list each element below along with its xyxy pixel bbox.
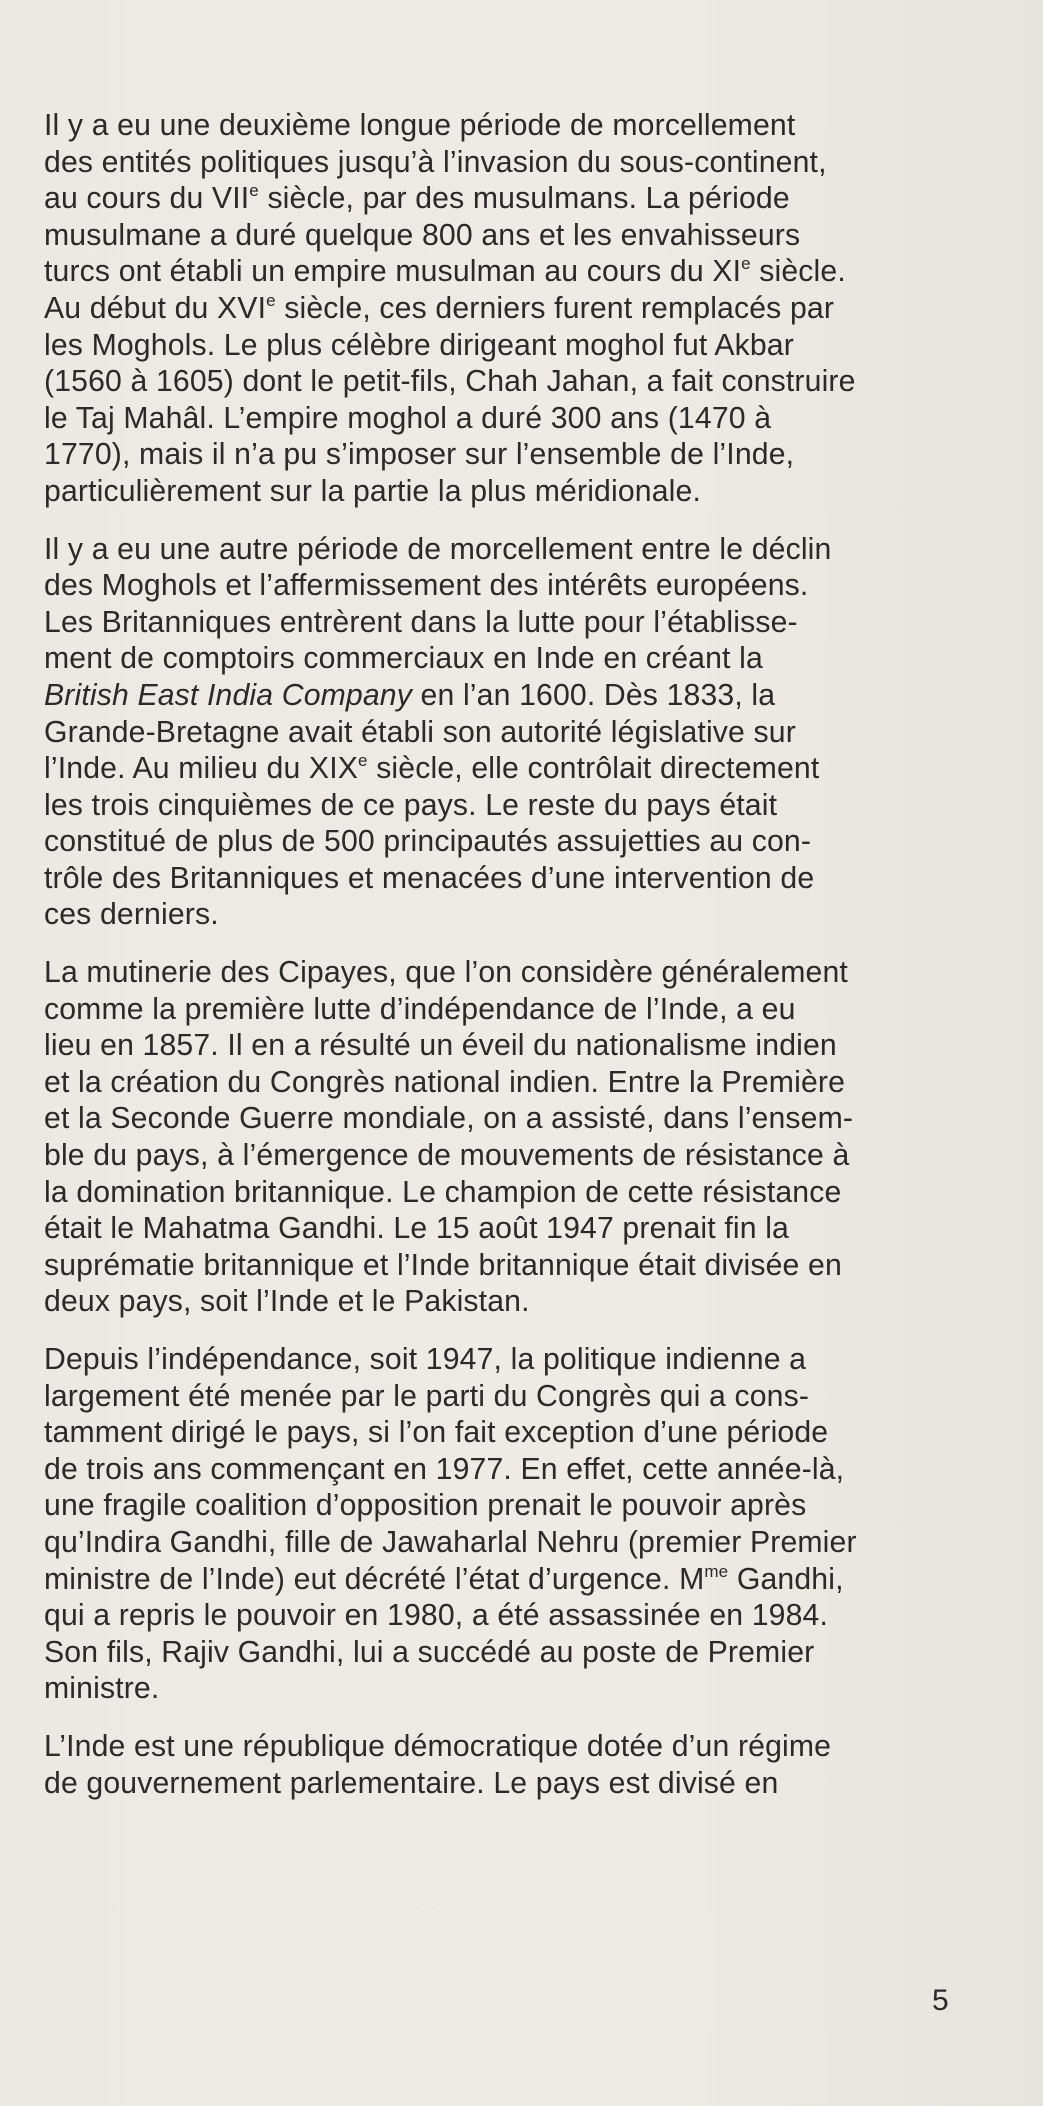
text-line: (1560 à 1605) dont le petit-fils, Chah Jahan, a fait construire: [44, 365, 856, 399]
paragraph-4: [44, 1342, 994, 1708]
text-line: des entités politiques jusqu’à l’invasion du sous-continent,: [44, 145, 827, 179]
text-line: était le Mahatma Gandhi. Le 15 août 1947 prenait fin la: [44, 1212, 789, 1246]
text-line: le Taj Mahâl. L’empire moghol a duré 300 ans (1470 à: [44, 401, 772, 435]
text-line: Au début du XVIe siècle, ces derniers furent remplacés par: [44, 290, 835, 325]
text-line: de gouvernement parlementaire. Le pays est divisé en: [44, 1766, 779, 1800]
text-line: trôle des Britanniques et menacées d’une intervention de: [44, 861, 815, 895]
text-line: comme la première lutte d’indépendance de l’Inde, a eu: [44, 992, 796, 1026]
text-line: Grande-Bretagne avait établi son autorité législative sur: [44, 715, 796, 749]
text-line: ment de comptoirs commerciaux en Inde en créant la: [44, 642, 763, 676]
text-line: ble du pays, à l’émergence de mouvements de résistance à: [44, 1139, 850, 1173]
body-text: [44, 108, 994, 1823]
text-line: de trois ans commençant en 1977. En effet, cette année-là,: [44, 1452, 845, 1486]
text-line: lieu en 1857. Il en a résulté un éveil du nationalisme indien: [44, 1029, 837, 1063]
text-line: ministre.: [44, 1672, 160, 1706]
text-line: qu’Indira Gandhi, fille de Jawaharlal Nehru (premier Premier: [44, 1525, 857, 1559]
text-line: La mutinerie des Cipayes, que l’on considère généralement: [44, 956, 848, 990]
text-line: Il y a eu une autre période de morcellement entre le déclin: [44, 532, 832, 566]
paragraph-2: [44, 532, 994, 935]
text-line: l’Inde. Au milieu du XIXe siècle, elle contrôlait directement: [44, 751, 820, 786]
page-number: 5: [932, 1984, 949, 2017]
text-line: British East India Company en l’an 1600. Dès 1833, la: [44, 678, 776, 712]
text-line: turcs ont établi un empire musulman au cours du XIe siècle.: [44, 254, 846, 289]
text-line: musulmane a duré quelque 800 ans et les envahisseurs: [44, 218, 801, 252]
paragraph-5: [44, 1729, 994, 1802]
text-line: des Moghols et l’affermissement des intérêts européens.: [44, 569, 809, 603]
text-line: la domination britannique. Le champion de cette résistance: [44, 1175, 842, 1209]
text-line: ministre de l’Inde) eut décrété l’état d’urgence. $M^{me}$ Gandhi,: [44, 1561, 844, 1596]
text-line: 1770), mais il n’a pu s’imposer sur l’ensemble de l’Inde,: [44, 438, 795, 472]
text-line: largement été menée par le parti du Congrès qui a cons-: [44, 1379, 810, 1413]
text-line: Depuis l’indépendance, soit 1947, la politique indienne a: [44, 1343, 807, 1376]
text-line: et la Seconde Guerre mondiale, on a assisté, dans l’ensem-: [44, 1102, 854, 1136]
text-line: deux pays, soit l’Inde et le Pakistan.: [44, 1285, 530, 1319]
text-line: L’Inde est une république démocratique dotée d’un régime: [44, 1729, 832, 1763]
paragraph-3: [44, 955, 994, 1321]
text-line: au cours du VIIe siècle, par des musulmans. La période: [44, 181, 790, 216]
text-line: qui a repris le pouvoir en 1980, a été assassinée en 1984.: [44, 1599, 829, 1633]
text-line: Son fils, Rajiv Gandhi, lui a succédé au poste de Premier: [44, 1635, 815, 1669]
text-line: suprématie britannique et l’Inde britannique était divisée en: [44, 1248, 842, 1282]
text-line: constitué de plus de 500 principautés assujetties au con-: [44, 825, 812, 859]
text-line: Il y a eu une deuxième longue période de morcellement: [44, 109, 796, 142]
text-line: Les Britanniques entrèrent dans la lutte pour l’établisse-: [44, 605, 798, 639]
text-line: tamment dirigé le pays, si l’on fait exception d’une période: [44, 1416, 829, 1450]
paragraph-1: [44, 108, 994, 511]
text-line: et la création du Congrès national indien. Entre la Première: [44, 1065, 846, 1099]
text-line: une fragile coalition d’opposition prenait le pouvoir après: [44, 1489, 807, 1523]
text-line: particulièrement sur la partie la plus méridionale.: [44, 474, 701, 508]
text-line: ces derniers.: [44, 898, 219, 932]
text-line: les trois cinquièmes de ce pays. Le reste du pays était: [44, 788, 778, 822]
text-line: les Moghols. Le plus célèbre dirigeant moghol fut Akbar: [44, 328, 794, 362]
